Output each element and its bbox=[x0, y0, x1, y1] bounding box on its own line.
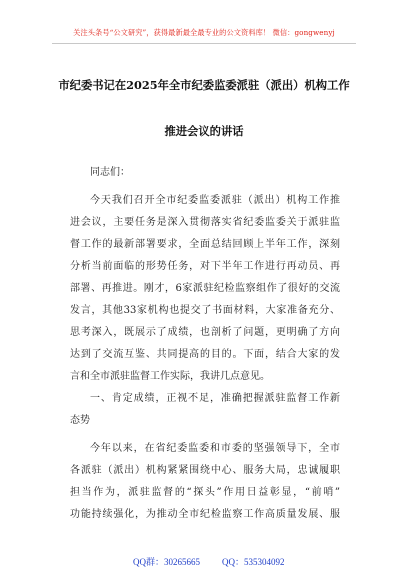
paragraph-1-line: 思考深入，既展示了成绩，也剖析了问题，更明确了方向 bbox=[70, 327, 340, 338]
document-title-line-1: 市纪委书记在2025年全市纪委监委派驻（派出）机构工作 bbox=[58, 78, 350, 92]
paragraph-1-line: 言和全市派驻监督工作实际，我讲几点意见。 bbox=[70, 371, 270, 382]
footer-qq: QQ：535304092 bbox=[222, 557, 285, 567]
paragraph-2-line: 各派驻（派出）机构紧紧围绕中心、服务大局，忠诚履职 bbox=[70, 465, 340, 476]
section-heading-1-line: 一、肯定成绩，正视不足，准确把握派驻监督工作新 bbox=[90, 393, 340, 404]
paragraph-1-line: 达到了交流互鉴、共同提高的目的。下面，结合大家的发 bbox=[70, 349, 340, 360]
footer-qq-group: QQ群：30265665 bbox=[133, 557, 200, 567]
paragraph-1-line: 部署、再推进。刚才，6家派驻纪检监察组作了很好的交流 bbox=[70, 283, 340, 294]
paragraph-2-line: 今年以来，在省纪委监委和市委的坚强领导下，全市 bbox=[90, 443, 340, 454]
paragraph-1-line: 分析当前面临的形势任务，对下半年工作进行再动员、再 bbox=[70, 261, 340, 272]
paragraph-2-line: 功能持续强化，为推动全市纪检监察工作高质量发展、服 bbox=[70, 509, 340, 520]
header-divider bbox=[52, 43, 356, 44]
paragraph-1-line: 发言，其他33家机构也提交了书面材料，大家准备充分、 bbox=[70, 305, 340, 316]
salutation: 同志们： bbox=[90, 167, 130, 178]
section-heading-1-line: 态势 bbox=[70, 415, 90, 426]
header-notice: 关注头条号“公文研究”，获得最新最全最专业的公文资料库！ 微信：gongwenyj bbox=[73, 28, 335, 37]
paragraph-1-line: 督工作的最新部署要求，全面总结回顾上半年工作，深刻 bbox=[70, 239, 340, 250]
paragraph-2-line: 担当作为，派驻监督的“探头”作用日益彰显，“前哨” bbox=[70, 487, 340, 498]
paragraph-1-line: 进会议，主要任务是深入贯彻落实省纪委监委关于派驻监 bbox=[70, 217, 340, 228]
paragraph-1-line: 今天我们召开全市纪委监委派驻（派出）机构工作推 bbox=[90, 195, 340, 206]
document-title-line-2: 推进会议的讲话 bbox=[164, 124, 244, 138]
